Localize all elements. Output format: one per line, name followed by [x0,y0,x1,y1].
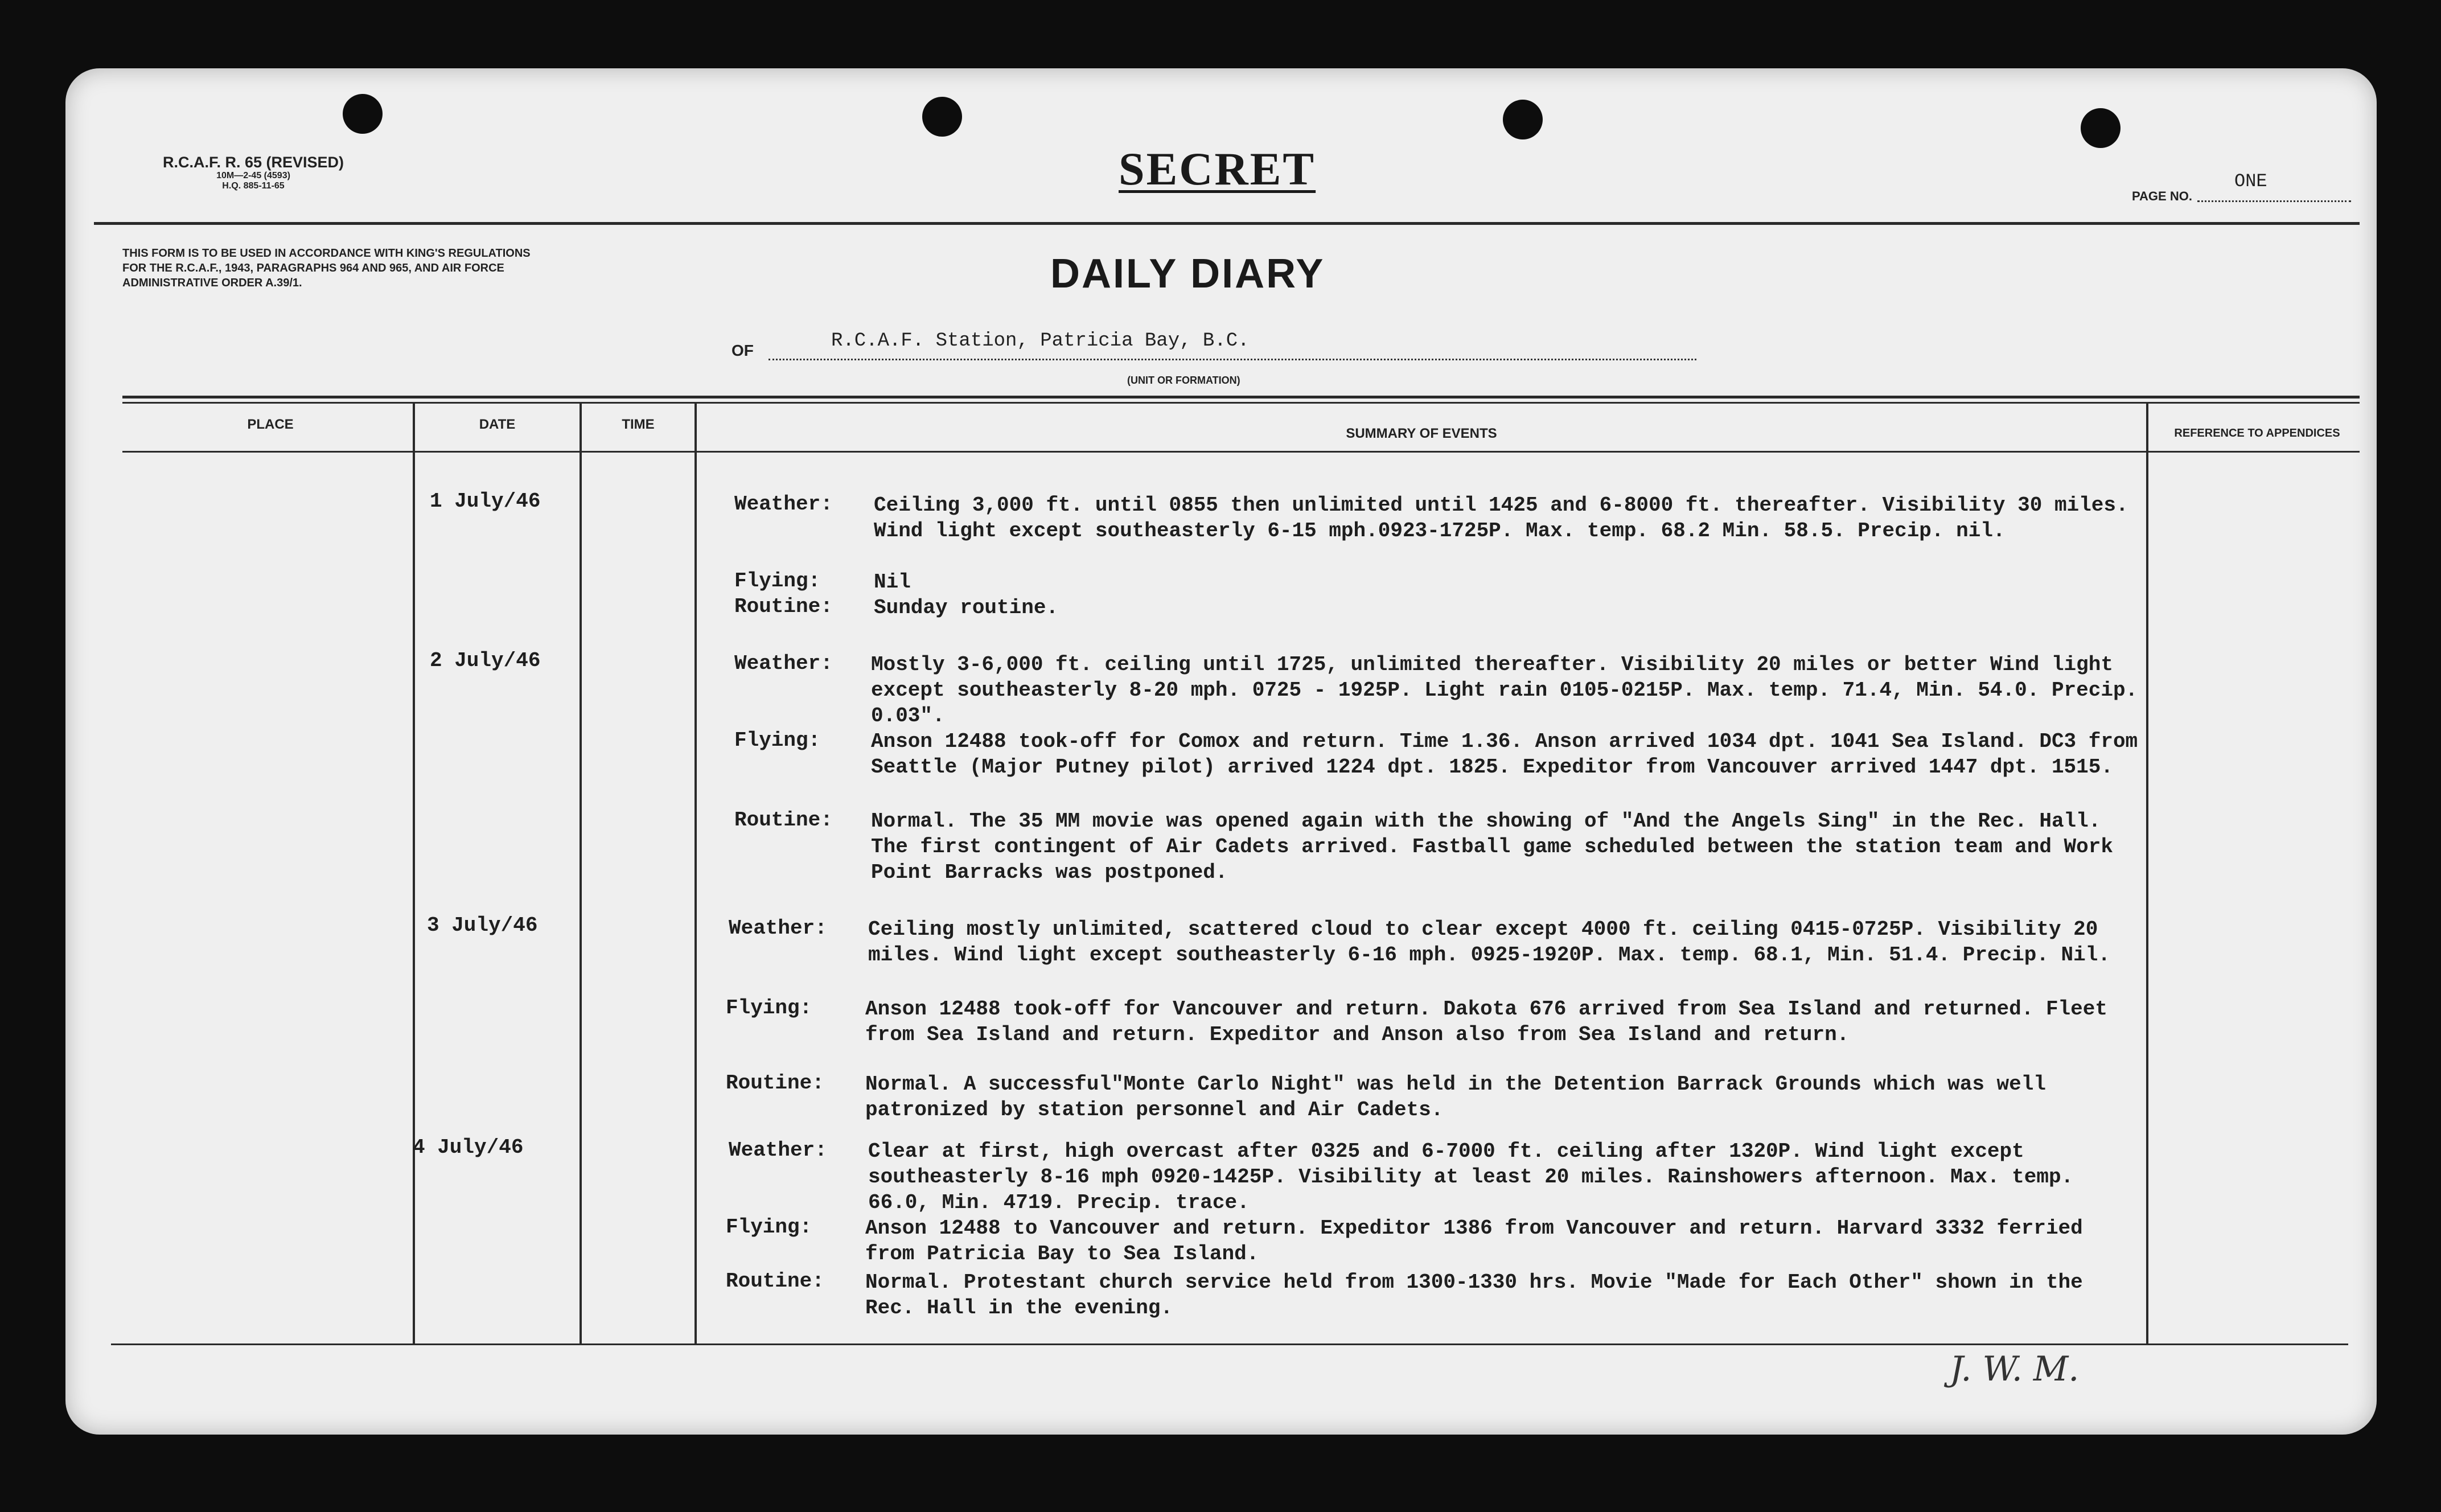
column-header-date: DATE [479,417,516,432]
entry-label-routine: Routine: [726,1071,824,1095]
entry-text-routine: Normal. Protestant church service held from 1300-1330 hrs. Movie "Made for Each Other" shown in the Rec. Hall in the evening. [865,1271,2083,1320]
entry-date: 1 July/46 [430,490,541,513]
entry-date: 2 July/46 [430,649,541,672]
table-top-rule-inner [122,402,2360,404]
entry-label-weather: Weather: [729,1139,827,1162]
column-header-summary: SUMMARY OF EVENTS [1346,426,1497,441]
entry-date: 4 July/46 [413,1136,524,1159]
table-bottom-rule [111,1343,2348,1345]
entry-text-flying: Anson 12488 took-off for Comox and return. Time 1.36. Anson arrived 1034 dpt. 1041 Sea Island. DC3 from Seattle (Major Putney pilot) arrived 1224 dpt. 1825. Expeditor from Vancouver arrived 1447 dpt. 1515. [871,730,2138,779]
entry-text-weather: Mostly 3-6,000 ft. ceiling until 1725, unlimited thereafter. Visibility 20 miles or better Wind light except southeasterly 8-20 mph. 0725 - 1925P. Light rain 0105-0215P. Max. temp. 71.4, Min. 54.0. Precip. 0.03". [871,653,2138,728]
entry-text-weather: Ceiling mostly unlimited, scattered cloud to clear except 4000 ft. ceiling 0415-0725P. Visibility 20 miles. Wind light except southeasterly 6-16 mph. 0925-1920P. Max. temp. 68.1, Min. 51.4. Precip. Nil. [868,918,2110,967]
entry-text-routine: Sunday routine. [874,596,1059,619]
entry-label-weather: Weather: [729,917,827,940]
column-header-reference: REFERENCE TO APPENDICES [2174,427,2340,439]
page-number-line [2197,200,2351,202]
punch-hole [1503,100,1543,139]
entry-label-routine: Routine: [734,808,833,832]
column-divider [2146,402,2148,1343]
of-label: OF [732,342,754,359]
form-code-line: 10M—2-45 (4593) [216,171,290,180]
entry-label-routine: Routine: [734,595,833,618]
form-code-line: H.Q. 885-11-65 [222,181,285,191]
punch-hole [2081,108,2121,148]
column-divider [580,402,582,1343]
header-rule [94,222,2360,225]
column-header-time: TIME [622,417,655,432]
unit-caption: (UNIT OR FORMATION) [1127,375,1240,386]
page-number [2132,171,2354,205]
page-number-value: ONE [2234,171,2267,192]
entry-label-weather: Weather: [734,492,833,516]
page-number-label: PAGE NO. [2132,189,2192,203]
table-top-rule [122,396,2360,398]
unit-line [769,359,1696,360]
entry-label-flying: Flying: [734,569,821,593]
column-divider [413,402,415,1343]
punch-hole [922,97,962,137]
classification-heading: SECRET [1119,143,1316,195]
table-header-rule [122,451,2360,453]
entry-label-flying: Flying: [726,996,812,1020]
entry-text-flying: Anson 12488 took-off for Vancouver and return. Dakota 676 arrived from Sea Island and returned. Fleet from Sea Island and return. Expeditor and Anson also from Sea Island and return. [865,997,2107,1046]
entry-label-flying: Flying: [734,729,821,752]
entry-text-weather: Clear at first, high overcast after 0325 and 6-7000 ft. ceiling after 1320P. Wind light except southeasterly 8-16 mph 0920-1425P. Visibility at least 20 miles. Rainshowers afternoon. Max. temp. 66.0, Min. 4719. Precip. trace. [868,1140,2074,1214]
form-title: DAILY DIARY [1050,251,1325,297]
punch-hole [343,94,383,134]
entry-label-weather: Weather: [734,652,833,675]
column-header-place: PLACE [247,417,294,432]
regulation-notice: THIS FORM IS TO BE USED IN ACCORDANCE WITH KING'S REGULATIONS FOR THE R.C.A.F., 1943, PARAGRAPHS 964 AND 965, AND AIR FORCE ADMINISTRATIVE ORDER A.39/1. [122,247,531,289]
entry-text-routine: Normal. A successful"Monte Carlo Night" was held in the Detention Barrack Grounds which was well patronized by station personnel and Air Cadets. [865,1073,2046,1121]
entry-label-flying: Flying: [726,1215,812,1239]
unit-name: R.C.A.F. Station, Patricia Bay, B.C. [831,330,1250,352]
entry-text-flying: Anson 12488 to Vancouver and return. Expeditor 1386 from Vancouver and return. Harvard 3332 ferried from Patricia Bay to Sea Island. [865,1217,2083,1266]
entry-text-weather: Ceiling 3,000 ft. until 0855 then unlimited until 1425 and 6-8000 ft. thereafter. Visibility 30 miles. Wind light except southeasterly 6-15 mph.0923-1725P. Max. temp. 68.2 Min. 58.5. Precip. nil. [874,494,2128,543]
form-code [134,154,373,191]
diary-card [65,68,2377,1435]
entry-date: 3 July/46 [427,914,538,937]
signature: J. W. M. [1950,1349,2080,1389]
column-divider [695,402,697,1343]
entry-label-routine: Routine: [726,1269,824,1293]
form-code-line: R.C.A.F. R. 65 (REVISED) [162,154,344,171]
entry-text-flying: Nil [874,570,911,594]
entry-text-routine: Normal. The 35 MM movie was opened again with the showing of "And the Angels Sing" in the Rec. Hall. The first contingent of Air Cadets arrived. Fastball game scheduled between the station team and Work Point Barracks was postponed. [871,810,2113,884]
